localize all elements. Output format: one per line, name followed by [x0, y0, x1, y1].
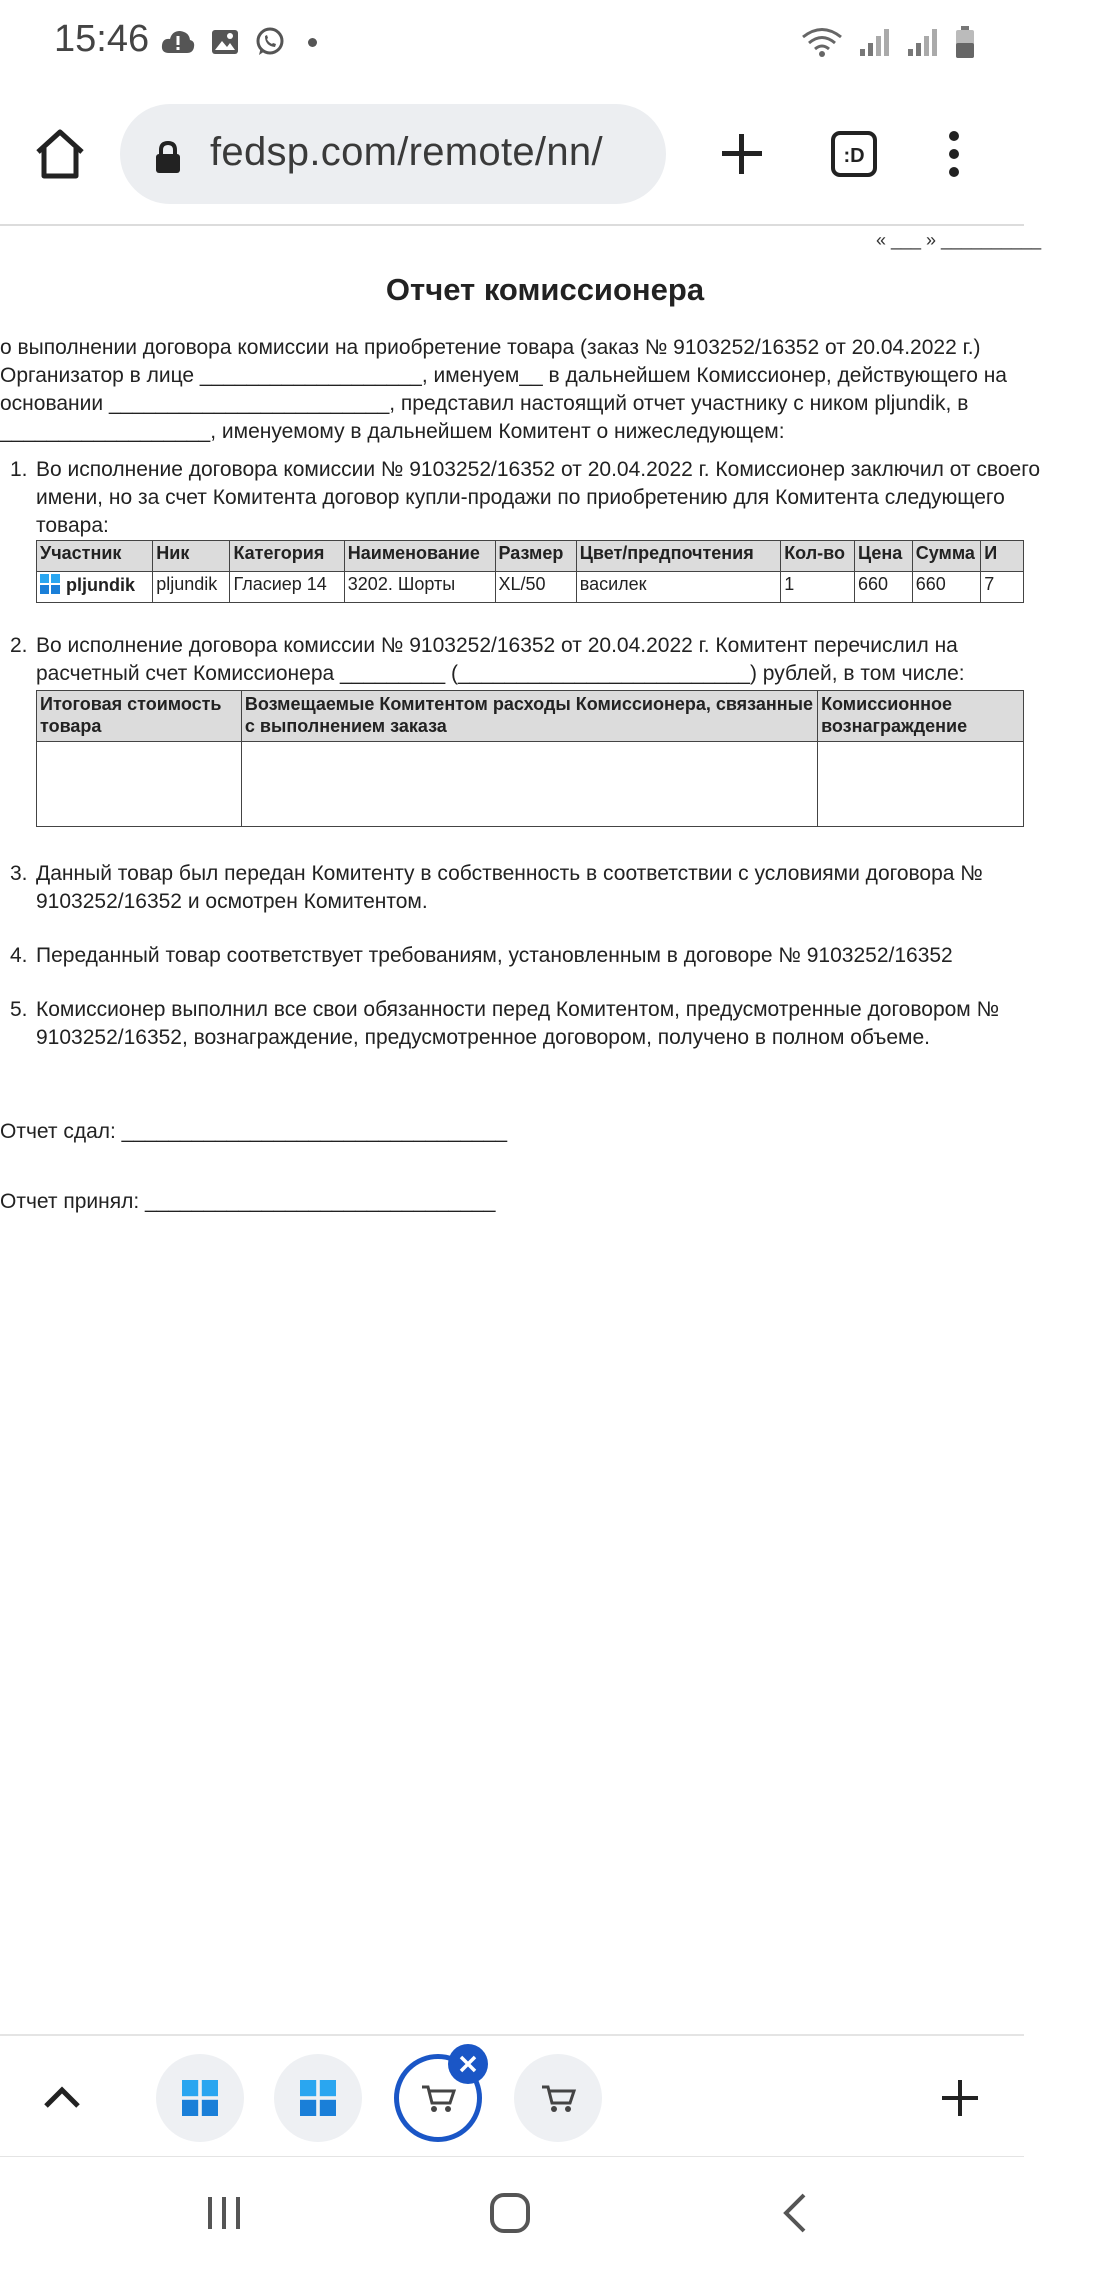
lock-icon[interactable] — [154, 140, 182, 174]
table-row — [37, 572, 1024, 603]
table-cell: 660 — [912, 572, 981, 603]
address-bar[interactable] — [120, 104, 666, 204]
status-system-icons — [800, 22, 976, 62]
participant-cell[interactable] — [37, 572, 153, 603]
section-5 — [10, 996, 1110, 1052]
section-number: 5. — [10, 998, 28, 1021]
section-line: товара: — [36, 514, 109, 537]
home-circle-icon[interactable] — [488, 2191, 532, 2235]
chevron-up-icon[interactable] — [40, 2082, 84, 2112]
accepted-by-line: Отчет принял: ______________________________ — [0, 1190, 496, 1213]
payment-table — [36, 690, 1024, 827]
column-header: Цвет/предпочтения — [576, 541, 780, 572]
wifi-icon — [800, 26, 844, 58]
goods-table — [36, 540, 1024, 603]
column-header — [818, 691, 1024, 742]
tab-thumbnail[interactable] — [274, 2054, 362, 2142]
signal-icon — [858, 27, 892, 57]
section-2 — [10, 632, 1110, 688]
url-text[interactable]: fedsp.com/remote/nn/ — [210, 130, 603, 174]
battery-icon — [954, 25, 976, 59]
signed-by-line: Отчет сдал: _________________________________ — [0, 1120, 508, 1143]
table-header-row — [37, 541, 1024, 572]
close-tab-button[interactable] — [448, 2044, 488, 2084]
tabs-icon[interactable] — [830, 130, 878, 178]
more-notifications-dot — [308, 38, 317, 47]
cart-icon — [540, 2081, 576, 2115]
tab-thumbnail[interactable] — [514, 2054, 602, 2142]
status-bar — [0, 0, 1024, 84]
section-3 — [10, 860, 1110, 916]
tabs-label: :D — [843, 145, 865, 167]
plus-icon[interactable] — [940, 2078, 980, 2118]
report-document — [0, 226, 1042, 2026]
section-line: Данный товар был передан Комитенту в собственность в соответствии с условиями договора № — [36, 862, 983, 885]
section-line: 9103252/16352, вознаграждение, предусмотренное договором, получено в полном объеме. — [36, 1026, 930, 1049]
section-line: 9103252/16352 и осмотрен Комитентом. — [36, 890, 428, 913]
more-vert-icon[interactable] — [936, 124, 972, 184]
tab-thumbnail[interactable] — [156, 2054, 244, 2142]
home-icon[interactable] — [30, 124, 90, 184]
status-time: 15:46 — [54, 18, 150, 60]
column-header: И — [981, 541, 1024, 572]
whatsapp-icon — [254, 26, 286, 58]
section-4 — [10, 942, 1110, 970]
section-number: 3. — [10, 862, 28, 885]
column-header: Наименование — [344, 541, 495, 572]
intro-line: Организатор в лице ___________________, именуем__ в дальнейшем Комиссионер, действующего на — [0, 364, 1007, 387]
tab-strip — [0, 2036, 1024, 2156]
status-notification-icons — [160, 22, 317, 62]
table-cell: 1 — [781, 572, 855, 603]
intro-paragraph — [0, 334, 1060, 446]
section-line: Во исполнение договора комиссии № 9103252/16352 от 20.04.2022 г. Комитент перечислил на — [36, 634, 958, 657]
header-line: Возмещаемые Комитентом расходы Комиссионера, связанные — [244, 694, 814, 714]
close-icon[interactable] — [458, 2054, 478, 2074]
section-line: Во исполнение договора комиссии № 9103252/16352 от 20.04.2022 г. Комиссионер заключил от своего — [36, 458, 1041, 481]
section-line: Переданный товар соответствует требованиям, установленным в договоре № 9103252/16352 — [36, 944, 953, 967]
table-cell: 660 — [855, 572, 913, 603]
participant-name[interactable]: pljundik — [66, 575, 135, 595]
table-cell: Гласиер 14 — [230, 572, 344, 603]
column-header: Категория — [230, 541, 344, 572]
section-number: 1. — [10, 458, 28, 481]
plus-icon[interactable] — [712, 124, 772, 184]
intro-line: о выполнении договора комиссии на приобретение товара (заказ № 9103252/16352 от 20.04.2022 г.) — [0, 336, 981, 359]
ms-logo-icon — [182, 2080, 218, 2116]
table-header-row — [37, 691, 1024, 742]
header-line: с выполнением заказа — [244, 716, 447, 736]
table-cell — [37, 742, 242, 827]
back-icon[interactable] — [780, 2191, 810, 2235]
table-cell — [241, 742, 817, 827]
table-cell: pljundik — [153, 572, 230, 603]
ms-logo-icon — [40, 574, 60, 594]
section-number: 2. — [10, 634, 28, 657]
column-header: Кол-во — [781, 541, 855, 572]
table-row — [37, 742, 1024, 827]
section-1 — [10, 456, 1110, 540]
column-header — [37, 691, 242, 742]
table-cell: 3202. Шорты — [344, 572, 495, 603]
system-nav-bar — [0, 2157, 1024, 2275]
cart-icon — [420, 2081, 456, 2115]
section-line: имени, но за счет Комитента договор купли-продажи по приобретению для Комитента следующего — [36, 486, 1005, 509]
section-number: 4. — [10, 944, 28, 967]
cloud-alert-icon — [160, 27, 196, 57]
header-line: вознаграждение — [821, 716, 968, 736]
ms-logo-icon — [300, 2080, 336, 2116]
image-icon — [210, 27, 240, 57]
date-line: « ___ » __________ — [876, 230, 1042, 250]
header-line: товара — [40, 716, 102, 736]
column-header: Размер — [495, 541, 576, 572]
tabs-button[interactable] — [830, 130, 878, 178]
section-line: расчетный счет Комиссионера _________ (_________________________) рублей, в том числе: — [36, 662, 965, 685]
header-line: Итоговая стоимость — [40, 694, 222, 714]
header-line: Комиссионное — [821, 694, 953, 714]
table-cell: XL/50 — [495, 572, 576, 603]
table-cell: василек — [576, 572, 780, 603]
intro-line: __________________, именуемому в дальнейшем Комитент о нижеследующем: — [0, 420, 785, 443]
browser-toolbar — [0, 96, 1024, 212]
section-line: Комиссионер выполнил все свои обязанности перед Комитентом, предусмотренные договором № — [36, 998, 1000, 1021]
column-header: Участник — [37, 541, 153, 572]
page-title: Отчет комиссионера — [385, 272, 705, 307]
signal-icon-2 — [906, 27, 940, 57]
column-header: Ник — [153, 541, 230, 572]
column-header — [241, 691, 817, 742]
intro-line: основании ________________________, представил настоящий отчет участнику с ником pljundik, в — [0, 392, 969, 415]
column-header: Сумма — [912, 541, 981, 572]
recent-apps-icon[interactable] — [204, 2193, 244, 2233]
table-cell: 7 — [981, 572, 1024, 603]
column-header: Цена — [855, 541, 913, 572]
table-cell — [818, 742, 1024, 827]
